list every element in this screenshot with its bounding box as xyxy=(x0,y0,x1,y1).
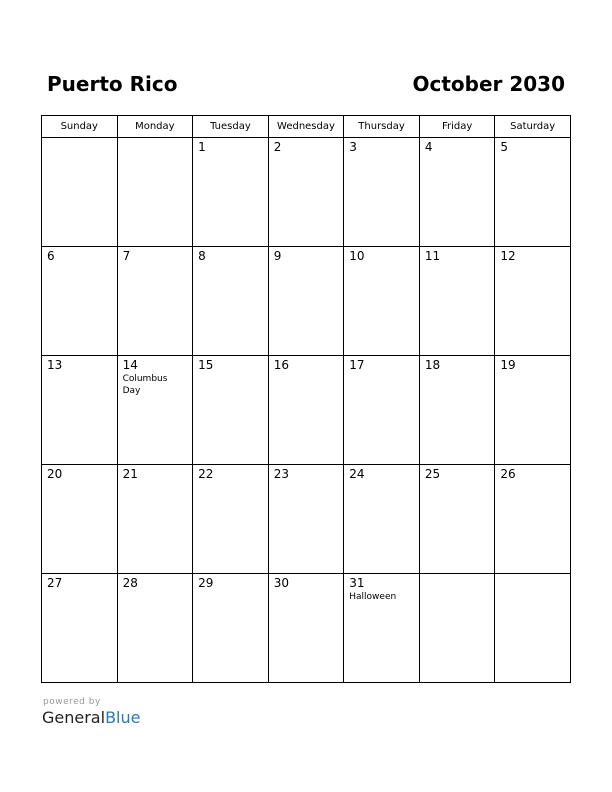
day-cell xyxy=(117,247,193,356)
day-cell xyxy=(495,356,571,465)
day-number: 27 xyxy=(47,576,63,590)
page-title-month: October 2030 xyxy=(412,72,565,96)
powered-by-text: powered by xyxy=(43,697,101,707)
day-number: 5 xyxy=(500,140,509,154)
day-number: 26 xyxy=(500,467,516,481)
day-cell xyxy=(419,138,495,247)
day-number: 4 xyxy=(424,140,433,154)
day-number: 12 xyxy=(500,249,516,263)
day-number: 24 xyxy=(349,467,365,481)
day-cell xyxy=(268,465,344,574)
day-number: 28 xyxy=(122,576,138,590)
brand-logo[interactable] xyxy=(42,708,140,728)
holiday-label: Columbus Day xyxy=(122,374,168,396)
brand-general-text: General xyxy=(42,708,106,727)
day-number: 6 xyxy=(47,249,55,263)
day-cell xyxy=(419,247,495,356)
day-number: 14 xyxy=(122,358,138,372)
day-number: 25 xyxy=(424,467,441,481)
holiday-label: Halloween xyxy=(349,592,397,602)
day-number: 17 xyxy=(349,358,365,372)
day-number: 1 xyxy=(198,140,206,154)
week-row xyxy=(42,356,571,465)
day-cell xyxy=(344,574,420,683)
day-cell xyxy=(42,356,118,465)
day-number: 21 xyxy=(122,467,138,481)
day-number: 3 xyxy=(349,140,357,154)
weekday-header: Friday xyxy=(419,116,495,138)
day-cell xyxy=(268,247,344,356)
day-cell xyxy=(419,356,495,465)
day-cell xyxy=(344,138,420,247)
day-number: 7 xyxy=(122,249,131,263)
calendar-grid xyxy=(41,115,571,683)
day-cell xyxy=(193,465,269,574)
day-cell xyxy=(495,247,571,356)
day-cell xyxy=(344,465,420,574)
weekday-header-row xyxy=(42,116,571,138)
weekday-header: Thursday xyxy=(344,116,420,138)
day-cell xyxy=(419,574,495,683)
day-cell xyxy=(42,138,118,247)
day-cell xyxy=(268,574,344,683)
day-cell xyxy=(268,138,344,247)
day-cell xyxy=(495,574,571,683)
brand-blue-text: Blue xyxy=(105,708,141,727)
day-number: 15 xyxy=(198,358,214,372)
week-row xyxy=(42,574,571,683)
day-cell xyxy=(42,247,118,356)
weekday-header: Monday xyxy=(117,116,193,138)
week-row xyxy=(42,465,571,574)
day-number: 18 xyxy=(424,358,441,372)
day-number: 19 xyxy=(500,358,516,372)
day-cell xyxy=(193,356,269,465)
day-number: 23 xyxy=(273,467,289,481)
day-number: 16 xyxy=(273,358,289,372)
day-number: 13 xyxy=(47,358,63,372)
day-number: 31 xyxy=(349,576,365,590)
day-cell xyxy=(344,247,420,356)
day-cell xyxy=(495,138,571,247)
day-cell xyxy=(495,465,571,574)
day-number: 20 xyxy=(47,467,63,481)
day-cell xyxy=(193,138,269,247)
day-number: 10 xyxy=(349,249,365,263)
day-number: 2 xyxy=(273,140,282,154)
weekday-header: Tuesday xyxy=(193,116,269,138)
day-number: 9 xyxy=(273,249,282,263)
day-cell xyxy=(42,465,118,574)
day-number: 29 xyxy=(198,576,214,590)
day-cell xyxy=(117,574,193,683)
day-cell xyxy=(193,247,269,356)
day-number: 8 xyxy=(198,249,206,263)
day-cell xyxy=(419,465,495,574)
week-row xyxy=(42,138,571,247)
day-number: 11 xyxy=(424,249,441,263)
page-title-country: Puerto Rico xyxy=(47,72,178,96)
weekday-header: Saturday xyxy=(495,116,571,138)
day-cell xyxy=(344,356,420,465)
day-number: 30 xyxy=(273,576,289,590)
day-cell xyxy=(193,574,269,683)
day-cell xyxy=(117,138,193,247)
day-cell xyxy=(42,574,118,683)
week-row xyxy=(42,247,571,356)
weekday-header: Sunday xyxy=(42,116,118,138)
day-cell xyxy=(117,465,193,574)
day-number: 22 xyxy=(198,467,214,481)
day-cell xyxy=(117,356,193,465)
weekday-header: Wednesday xyxy=(268,116,344,138)
day-cell xyxy=(268,356,344,465)
